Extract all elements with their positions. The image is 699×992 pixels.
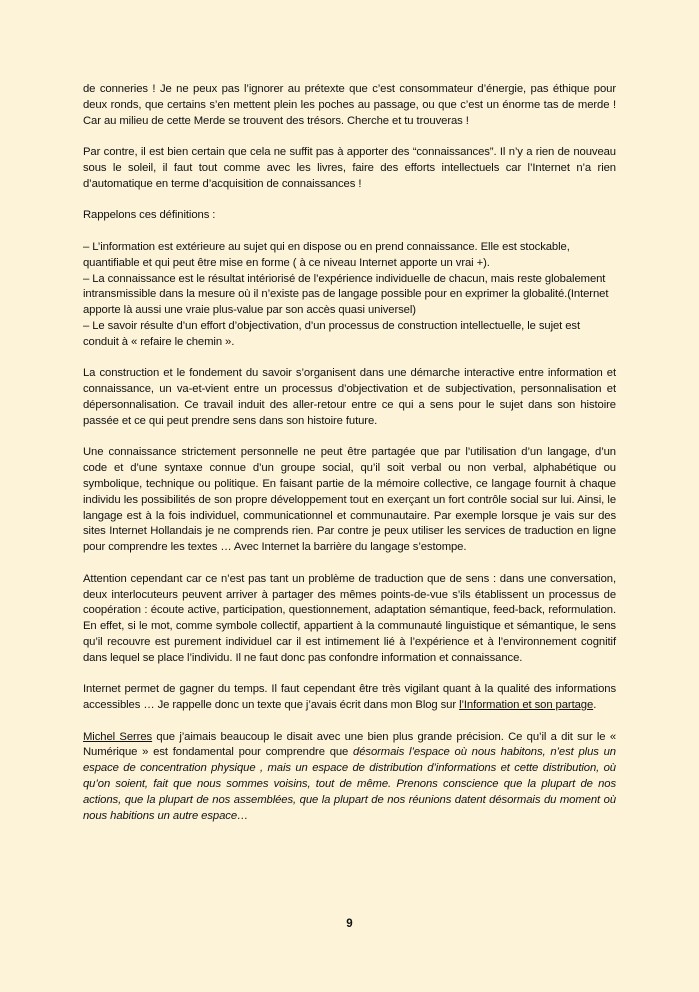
- paragraph-traduction-sens: Attention cependant car ce n’est pas tant un problème de traduction que de sens : dans une conversation, deux interlocuteurs peuvent arriver à partager des mêmes points-de-vue s’ils établissent un processus de coopération : écoute active, participation, questionnement, adaptation sémantique, feed-back, reformulation. En effet, si le mot, comme symbole collectif, appartient à la communauté linguistique et sémantique, le sens qu’il recouvre est purement individuel car il est intimement lié à l’expérience et à l’environnement cognitif dans lequel se place l’individu. Il ne faut donc pas confondre information et connaissance.: [83, 572, 616, 664]
- paragraph-internet-temps-end: .: [593, 699, 597, 712]
- paragraph-michel-serres: [83, 730, 616, 825]
- page-number: 9: [346, 918, 353, 930]
- paragraph-connaissances: Par contre, il est bien certain que cela ne suffit pas à apporter des “connaissances”. Il n’y a rien de nouveau sous le soleil, il faut tout comme avec les livres, faire des efforts intellectuels car l’Internet n’a rien d’automatique en terme d’acquisition de connaissances !: [83, 146, 616, 190]
- paragraph-construction-savoir: La construction et le fondement du savoir s’organisent dans une démarche interactive entre information et connaissance, un va-et-vient entre un processus d’objectivation et de subjectivation, personnalisation et dépersonnalisation. Ce travail induit des aller-retour entre ce qui a sens pour le sujet dans son histoire passée et ce qui peut prendre sens dans son histoire future.: [83, 367, 616, 427]
- definition-savoir: – Le savoir résulte d’un effort d’objectivation, d’un processus de construction intellectuelle, le sujet est conduit à « refaire le chemin ».: [83, 319, 581, 348]
- definition-information: – L’information est extérieure au sujet qui en dispose ou en prend connaissance. Elle est stockable, quantifiable et qui peut être mise en forme ( à ce niveau Internet apporte un vrai +).: [83, 240, 570, 269]
- paragraph-conneries: de conneries ! Je ne peux pas l’ignorer au prétexte que c’est consommateur d’énergie, pas éthique pour deux ronds, que certains s’en mettent plein les poches au passage, ou que c’est un énorme tas de merde ! Car au milieu de cette Merde se trouvent des trésors. Cherche et tu trouveras !: [83, 83, 616, 127]
- definitions-list: [83, 240, 616, 351]
- quote-numerique: désormais l’espace où nous habitons, n’est plus un espace de concentration physique , mais un espace de distribution d’informations et cette distribution, où qu’on soient, fait que nous sommes voisins, tout de même. Prenons conscience que la plupart de nos actions, que la plupart de nos assemblées, que la plupart de nos réunions datent désormais du moment où nous habitions un autre espace…: [83, 746, 616, 822]
- paragraph-internet-temps: [83, 682, 616, 714]
- link-information-partage[interactable]: l’Information et son partage: [459, 699, 594, 712]
- link-michel-serres[interactable]: Michel Serres: [83, 730, 153, 743]
- paragraph-internet-temps-text: Internet permet de gagner du temps. Il faut cependant être très vigilant quant à la qualité des informations accessibles … Je rappelle donc un texte que j’avais écrit dans mon Blog sur: [83, 683, 616, 712]
- definition-connaissance: – La connaissance est le résultat intériorisé de l’expérience individuelle de chacun, mais reste globalement intransmissible dans la mesure où il n’existe pas de langage possible pour en exprimer la globalité.(Internet apporte là aussi une vraie plus-value par son accès quasi universel): [83, 272, 609, 317]
- paragraph-definitions-intro: Rappelons ces définitions :: [83, 209, 216, 222]
- paragraph-langage: Une connaissance strictement personnelle ne peut être partagée que par l’utilisation d’un langage, d’un code et d’une syntaxe connue d’un groupe social, qu’il soit verbal ou non verbal, alphabétique ou symbolique, technique ou politique. En faisant partie de la mémoire collective, ce langage fournit à chaque individu les possibilités de son propre développement tout en exerçant un fort contrôle social sur lui. Ainsi, le langage est à la fois individuel, communicationnel et communautaire. Par exemple lorsque je vais sur des sites Internet Hollandais je ne comprends rien. Par contre je peux utiliser les services de traduction en ligne pour comprendre les textes … Avec Internet la barrière du langage s’estompe.: [83, 446, 616, 554]
- paragraph-michel-serres-text: que j’aimais beaucoup le disait avec une bien plus grande précision. Ce qu’il a dit sur le « Numérique » est fondamental pour comprendre que: [83, 730, 616, 759]
